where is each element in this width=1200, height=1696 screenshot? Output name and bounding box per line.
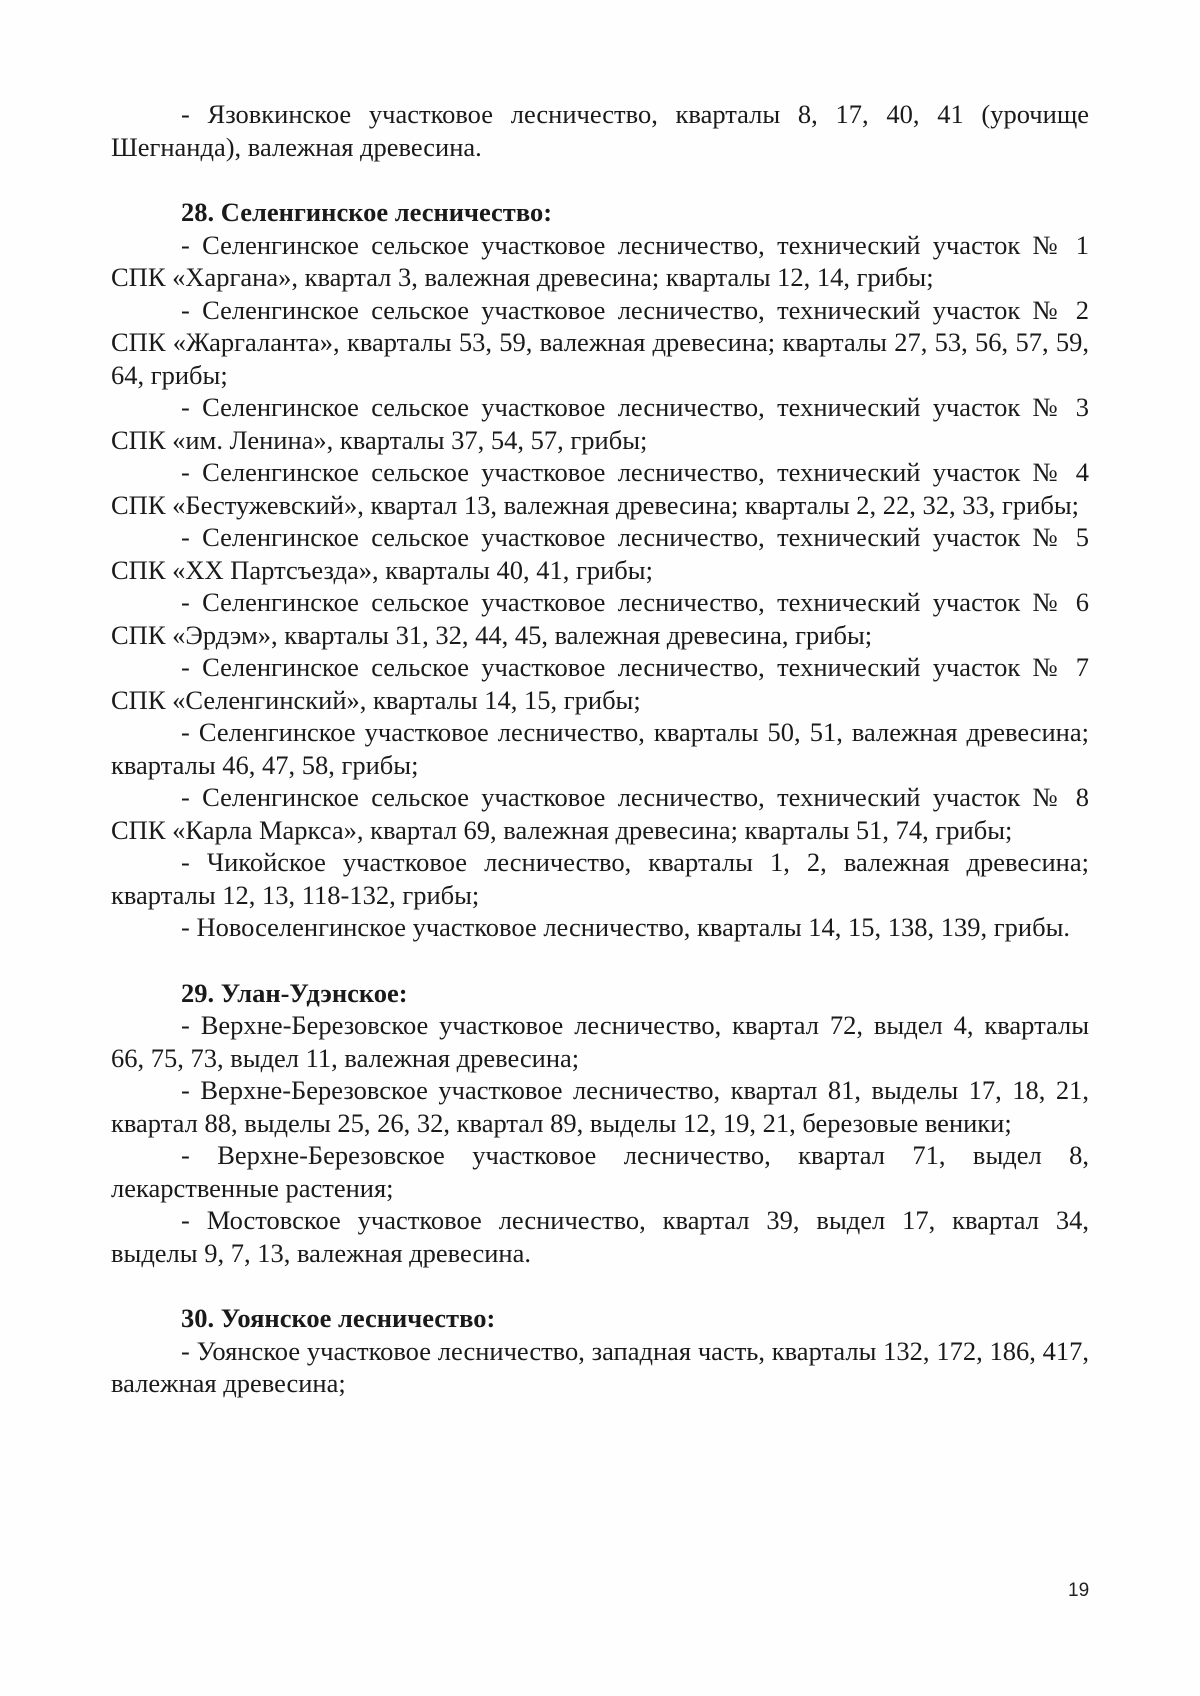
list-item: - Уоянское участковое лесничество, западная часть, кварталы 132, 172, 186, 417, валежная древесина; [111, 1335, 1089, 1398]
list-item: - Чикойское участковое лесничество, кварталы 1, 2, валежная древесина; кварталы 12, 13, 118-132, грибы; [111, 847, 1089, 910]
list-item: - Селенгинское сельское участковое лесничество, технический участок № 6 СПК «Эрдэм», кварталы 31, 32, 44, 45, валежная древесина, грибы; [111, 587, 1089, 650]
list-item: - Новоселенгинское участковое лесничество, кварталы 14, 15, 138, 139, грибы. [181, 912, 1070, 942]
section-29 [111, 977, 1089, 1270]
section-28 [111, 196, 1089, 944]
page-number: 19 [1068, 1580, 1090, 1601]
intro-section [111, 98, 1089, 163]
section-heading: 30. Уоянское лесничество: [181, 1303, 496, 1333]
section-30 [111, 1302, 1089, 1400]
list-item: - Верхне-Березовское участковое лесничество, квартал 81, выделы 17, 18, 21, квартал 88, выделы 25, 26, 32, квартал 89, выделы 12, 19, 21, березовые веники; [111, 1075, 1089, 1138]
section-heading: 28. Селенгинское лесничество: [181, 197, 553, 227]
list-item: - Селенгинское сельское участковое лесничество, технический участок № 1 СПК «Харгана», квартал 3, валежная древесина; кварталы 12, 14, грибы; [111, 229, 1089, 292]
list-item: - Язовкинское участковое лесничество, кварталы 8, 17, 40, 41 (урочище Шегнанда), валежная древесина. [111, 99, 1089, 162]
list-item: - Селенгинское сельское участковое лесничество, технический участок № 3 СПК «им. Ленина», кварталы 37, 54, 57, грибы; [111, 392, 1089, 455]
section-heading: 29. Улан-Удэнское: [181, 977, 408, 1008]
list-item: - Верхне-Березовское участковое лесничество, квартал 71, выдел 8, лекарственные растения; [111, 1140, 1089, 1203]
list-item: - Селенгинское участковое лесничество, кварталы 50, 51, валежная древесина; кварталы 46, 47, 58, грибы; [111, 717, 1089, 780]
list-item: - Верхне-Березовское участковое лесничество, квартал 72, выдел 4, кварталы 66, 75, 73, выдел 11, валежная древесина; [111, 1010, 1089, 1073]
list-item: - Селенгинское сельское участковое лесничество, технический участок № 2 СПК «Жаргаланта», кварталы 53, 59, валежная древесина; кварталы 27, 53, 56, 57, 59, 64, грибы; [111, 294, 1089, 390]
list-item: - Селенгинское сельское участковое лесничество, технический участок № 5 СПК «XX Партсъезда», кварталы 40, 41, грибы; [111, 522, 1089, 585]
list-item: - Мостовское участковое лесничество, квартал 39, выдел 17, квартал 34, выделы 9, 7, 13, валежная древесина. [111, 1205, 1089, 1268]
list-item: - Селенгинское сельское участковое лесничество, технический участок № 4 СПК «Бестужевский», квартал 13, валежная древесина; кварталы 2, 22, 32, 33, грибы; [111, 457, 1089, 520]
list-item: - Селенгинское сельское участковое лесничество, технический участок № 8 СПК «Карла Маркса», квартал 69, валежная древесина; кварталы 51, 74, грибы; [111, 782, 1089, 845]
document-body [111, 98, 1089, 1400]
list-item: - Селенгинское сельское участковое лесничество, технический участок № 7 СПК «Селенгинский», кварталы 14, 15, грибы; [111, 652, 1089, 715]
